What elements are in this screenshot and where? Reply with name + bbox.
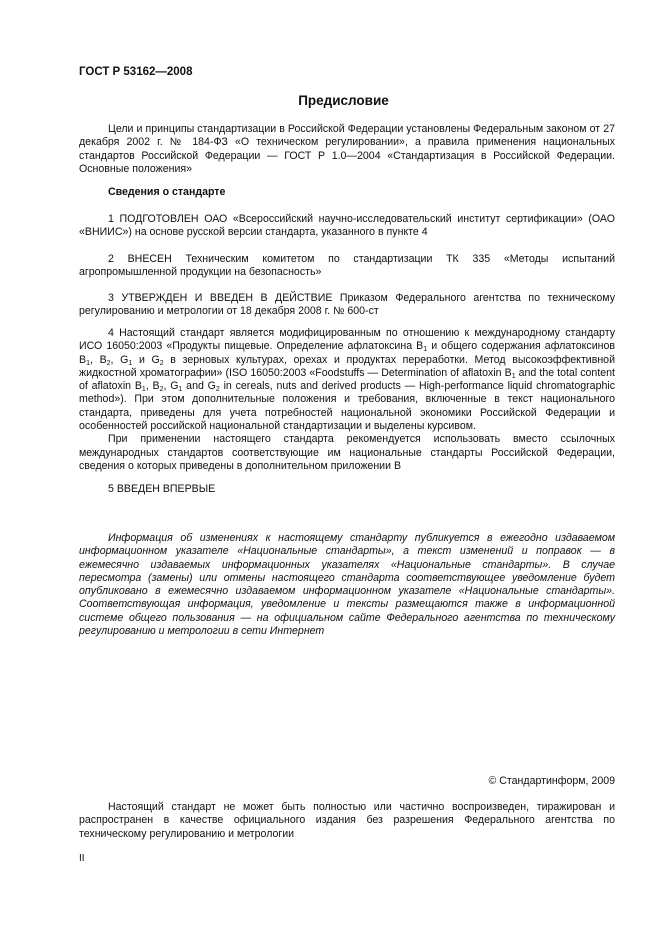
item-2 — [79, 253, 615, 280]
item-3 — [79, 292, 615, 319]
item-4-note: При применении настоящего стандарта рекомендуется использовать вместо ссылочных международных стандартов соответствующие им национальные стандарты Российской Федерации, сведения о которых приведены в дополнительном приложении B — [79, 433, 615, 472]
reproduction-notice-text: Настоящий стандарт не может быть полностью или частично воспроизведен, тиражирован и распространен в качестве официального издания без разрешения Федерального агентства по техническому регулированию и метрологии — [79, 801, 615, 840]
standard-info-heading: Сведения о стандарте — [108, 186, 226, 198]
item-2-text: 2 ВНЕСЕН Техническим комитетом по стандартизации ТК 335 «Методы испытаний агропромышленной продукции на безопасность» — [79, 253, 615, 279]
item-1 — [79, 213, 615, 240]
page-number: II — [79, 853, 85, 864]
item-4-text: 4 Настоящий стандарт является модифицированным по отношению к международному стандарту ИСО 16050:2003 «Продукты пищевые. Определение афлатоксина $B_1$ и общего содержания афлатоксинов $B_1$, $B_2$, $G_1$ и $G_2$ в зерновых культурах, орехах и продуктах переработки. Метод высокоэффективной жидкостной хроматографии» (ISO 16050:2003 «Foodstuffs — Determination of aflatoxin $B_1$ and the total content of aflatoxin $B_1$, $B_2$, $G_1$ and $G_2$ in cereals, nuts and derived products — High-performance liquid chromatographic method»). При этом дополнительные положения и требования, включенные в текст национального стандарта, приведены для учета потребностей национальной экономики Российской Федерации и особенностей российской национальной стандартизации и выделены курсивом. — [79, 327, 616, 433]
foreword-title: Предисловие — [298, 93, 389, 108]
item-1-text: 1 ПОДГОТОВЛЕН ОАО «Всероссийский научно-исследовательский институт сертификации» (ОАО «ВНИИС») на основе русской версии стандарта, указанного в пункте 4 — [79, 213, 615, 239]
intro-paragraph: Цели и принципы стандартизации в Российской Федерации установлены Федеральным законом от 27 декабря 2002 г. № 184-ФЗ «О техническом регулировании», а правила применения национальных стандартов Российской Федерации — ГОСТ Р 1.0—2004 «Стандартизация в Российской Федерации. Основные положения» — [79, 123, 615, 175]
item-5 — [79, 483, 615, 496]
document-id: ГОСТ Р 53162—2008 — [79, 66, 193, 78]
item-3-text: 3 УТВЕРЖДЕН И ВВЕДЕН В ДЕЙСТВИЕ Приказом Федерального агентства по техническому регулированию и метрологии от 18 декабря 2008 г. № 600-ст — [79, 292, 615, 318]
item-5-text: 5 ВВЕДЕН ВПЕРВЫЕ — [108, 483, 216, 495]
reproduction-notice — [79, 801, 615, 841]
info-notice — [79, 532, 615, 638]
item-4 — [79, 327, 615, 473]
info-notice-text: Информация об изменениях к настоящему стандарту публикуется в ежегодно издаваемом информационном указателе «Национальные стандарты», а текст изменений и поправок — в ежемесячно издаваемых информационных указателях «Национальные стандарты». В случае пересмотра (замены) или отмены настоящего стандарта соответствующее уведомление будет опубликовано в ежемесячно издаваемом информационном указателе «Национальные стандарты». Соответствующая информация, уведомление и тексты размещаются также в информационной системе общего пользования — на официальном сайте Федерального агентства по техническому регулированию и метрологии в сети Интернет — [79, 532, 615, 638]
foreword-intro — [79, 123, 615, 176]
copyright: © Стандартинформ, 2009 — [488, 775, 615, 787]
